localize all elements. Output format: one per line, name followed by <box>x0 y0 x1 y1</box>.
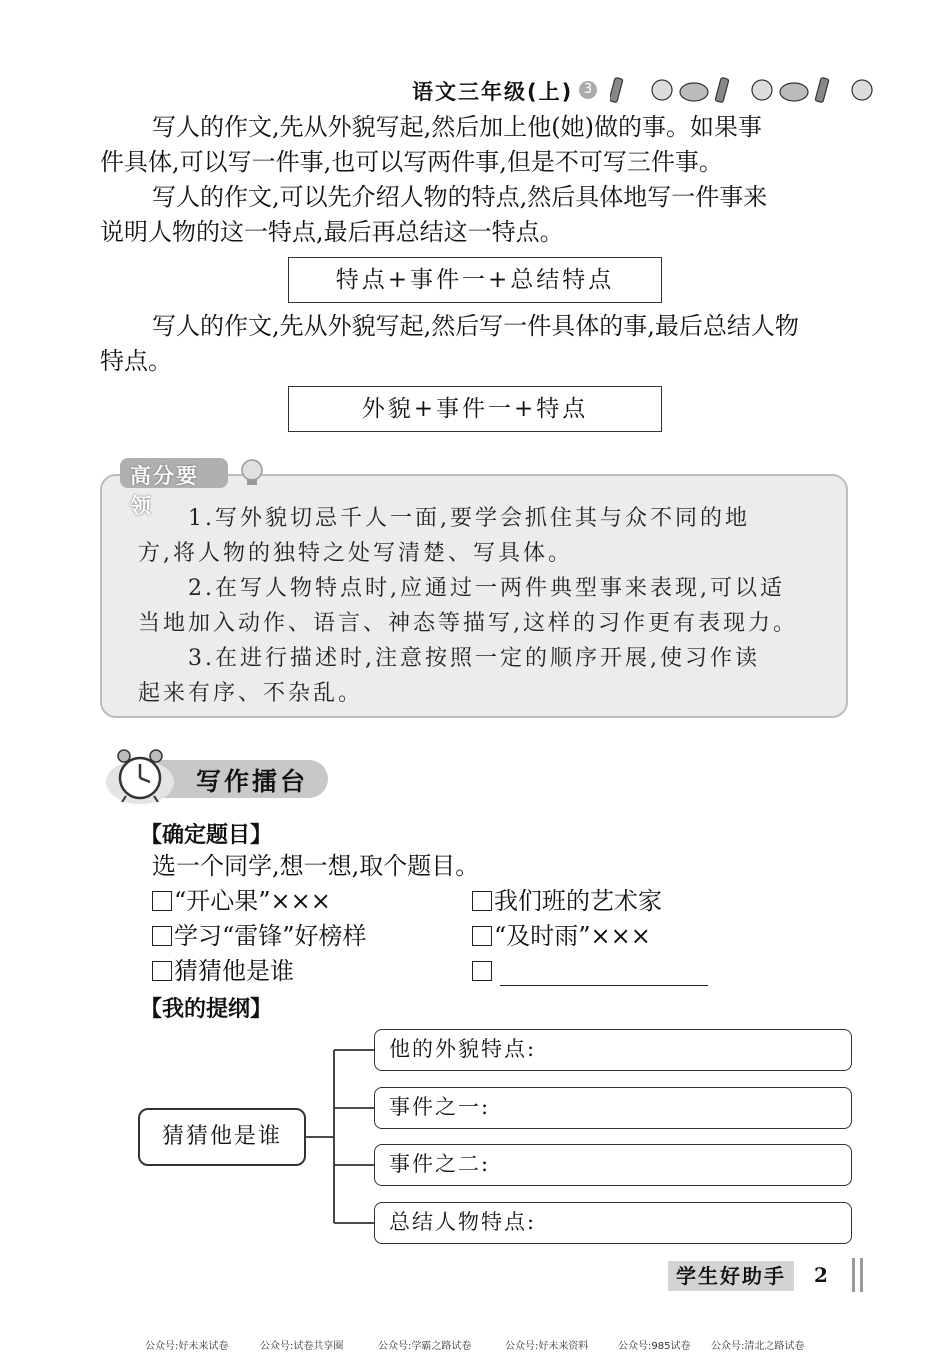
watermark-6: 公众号:清北之路试卷 <box>711 1341 805 1352</box>
topic-option-5[interactable]: 猜猜他是谁 <box>152 956 294 986</box>
outline-heading: 【我的提纲】 <box>140 997 273 1022</box>
paragraph-2-line-1: 写人的作文,可以先介绍人物的特点,然后具体地写一件事来 <box>152 183 768 211</box>
header-decoration-icons <box>610 70 880 106</box>
pencil-icon <box>815 77 829 102</box>
outline-item-appearance[interactable]: 他的外貌特点: <box>374 1029 852 1071</box>
tip-line-5: 3.在进行描述时,注意按照一定的顺序开展,使习作读 <box>188 646 760 671</box>
topic-heading: 【确定题目】 <box>140 823 273 848</box>
page-number: 2 <box>814 1263 828 1287</box>
watermark-2: 公众号:试卷共享圈 <box>260 1341 344 1352</box>
pencil-icon <box>715 77 729 102</box>
outline-item-event-1[interactable]: 事件之一: <box>374 1087 852 1129</box>
alarm-clock-icon <box>652 80 672 100</box>
tips-label: 高分要领 <box>130 464 199 518</box>
tip-line-6: 起来有序、不杂乱。 <box>138 681 364 706</box>
tip-line-2: 方,将人物的独特之处写清楚、写具体。 <box>138 541 573 566</box>
alarm-clock-icon <box>104 746 176 806</box>
checkbox[interactable] <box>472 961 492 981</box>
checkbox[interactable] <box>152 961 172 981</box>
alarm-clock-icon <box>752 80 772 100</box>
topic-option-custom[interactable] <box>472 956 494 986</box>
checkbox[interactable] <box>152 891 172 911</box>
tips-label-tab <box>118 454 214 518</box>
checkbox[interactable] <box>472 891 492 911</box>
pencil-icon <box>610 77 623 102</box>
custom-topic-blank[interactable] <box>500 985 708 986</box>
footer-tag: 学生好助手 <box>668 1261 794 1291</box>
topic-instruction: 选一个同学,想一想,取个题目。 <box>152 852 480 880</box>
topic-option-1[interactable]: “开心果”××× <box>152 886 331 916</box>
outline-connector-lines <box>300 1040 380 1230</box>
watermark-5: 公众号:985试卷 <box>618 1341 691 1352</box>
paragraph-1-line-1: 写人的作文,先从外貌写起,然后加上他(她)做的事。如果事 <box>152 113 762 141</box>
paragraph-1-line-2: 件具体,可以写一件事,也可以写两件事,但是不可写三件事。 <box>100 148 723 176</box>
cloud-icon <box>680 83 708 101</box>
paragraph-2-line-2: 说明人物的这一特点,最后再总结这一特点。 <box>100 218 564 246</box>
paragraph-3-line-2: 特点。 <box>100 347 172 375</box>
topic-option-4[interactable]: “及时雨”××× <box>472 921 651 951</box>
outline-item-summary[interactable]: 总结人物特点: <box>374 1202 852 1244</box>
watermark-3: 公众号:学霸之路试卷 <box>378 1341 472 1352</box>
section-title: 写作擂台 <box>196 767 309 796</box>
header-title: 语文三年级(上) <box>412 80 574 104</box>
volume-badge: 3 <box>579 81 597 99</box>
formula-box-2: 外貌+事件一+特点 <box>288 386 662 432</box>
paragraph-3-line-1: 写人的作文,先从外貌写起,然后写一件具体的事,最后总结人物 <box>152 312 799 340</box>
outline-item-event-2[interactable]: 事件之二: <box>374 1144 852 1186</box>
footer-bar-decoration <box>850 1258 870 1292</box>
watermark-4: 公众号:好未来资料 <box>505 1341 589 1352</box>
checkbox[interactable] <box>152 926 172 946</box>
tip-line-3: 2.在写人物特点时,应通过一两件典型事来表现,可以适 <box>188 576 785 601</box>
topic-option-3[interactable]: 学习“雷锋”好榜样 <box>152 921 367 951</box>
alarm-clock-icon <box>852 80 872 100</box>
formula-box-1: 特点+事件一+总结特点 <box>288 257 662 303</box>
watermark-1: 公众号:好未来试卷 <box>145 1341 229 1352</box>
topic-option-2[interactable]: 我们班的艺术家 <box>472 886 662 916</box>
tip-line-4: 当地加入动作、语言、神态等描写,这样的习作更有表现力。 <box>138 611 798 636</box>
outline-center-title: 猜猜他是谁 <box>138 1108 306 1166</box>
checkbox[interactable] <box>472 926 492 946</box>
cloud-icon <box>780 83 808 101</box>
tip-line-1: 1.写外貌切忌千人一面,要学会抓住其与众不同的地 <box>188 506 750 531</box>
